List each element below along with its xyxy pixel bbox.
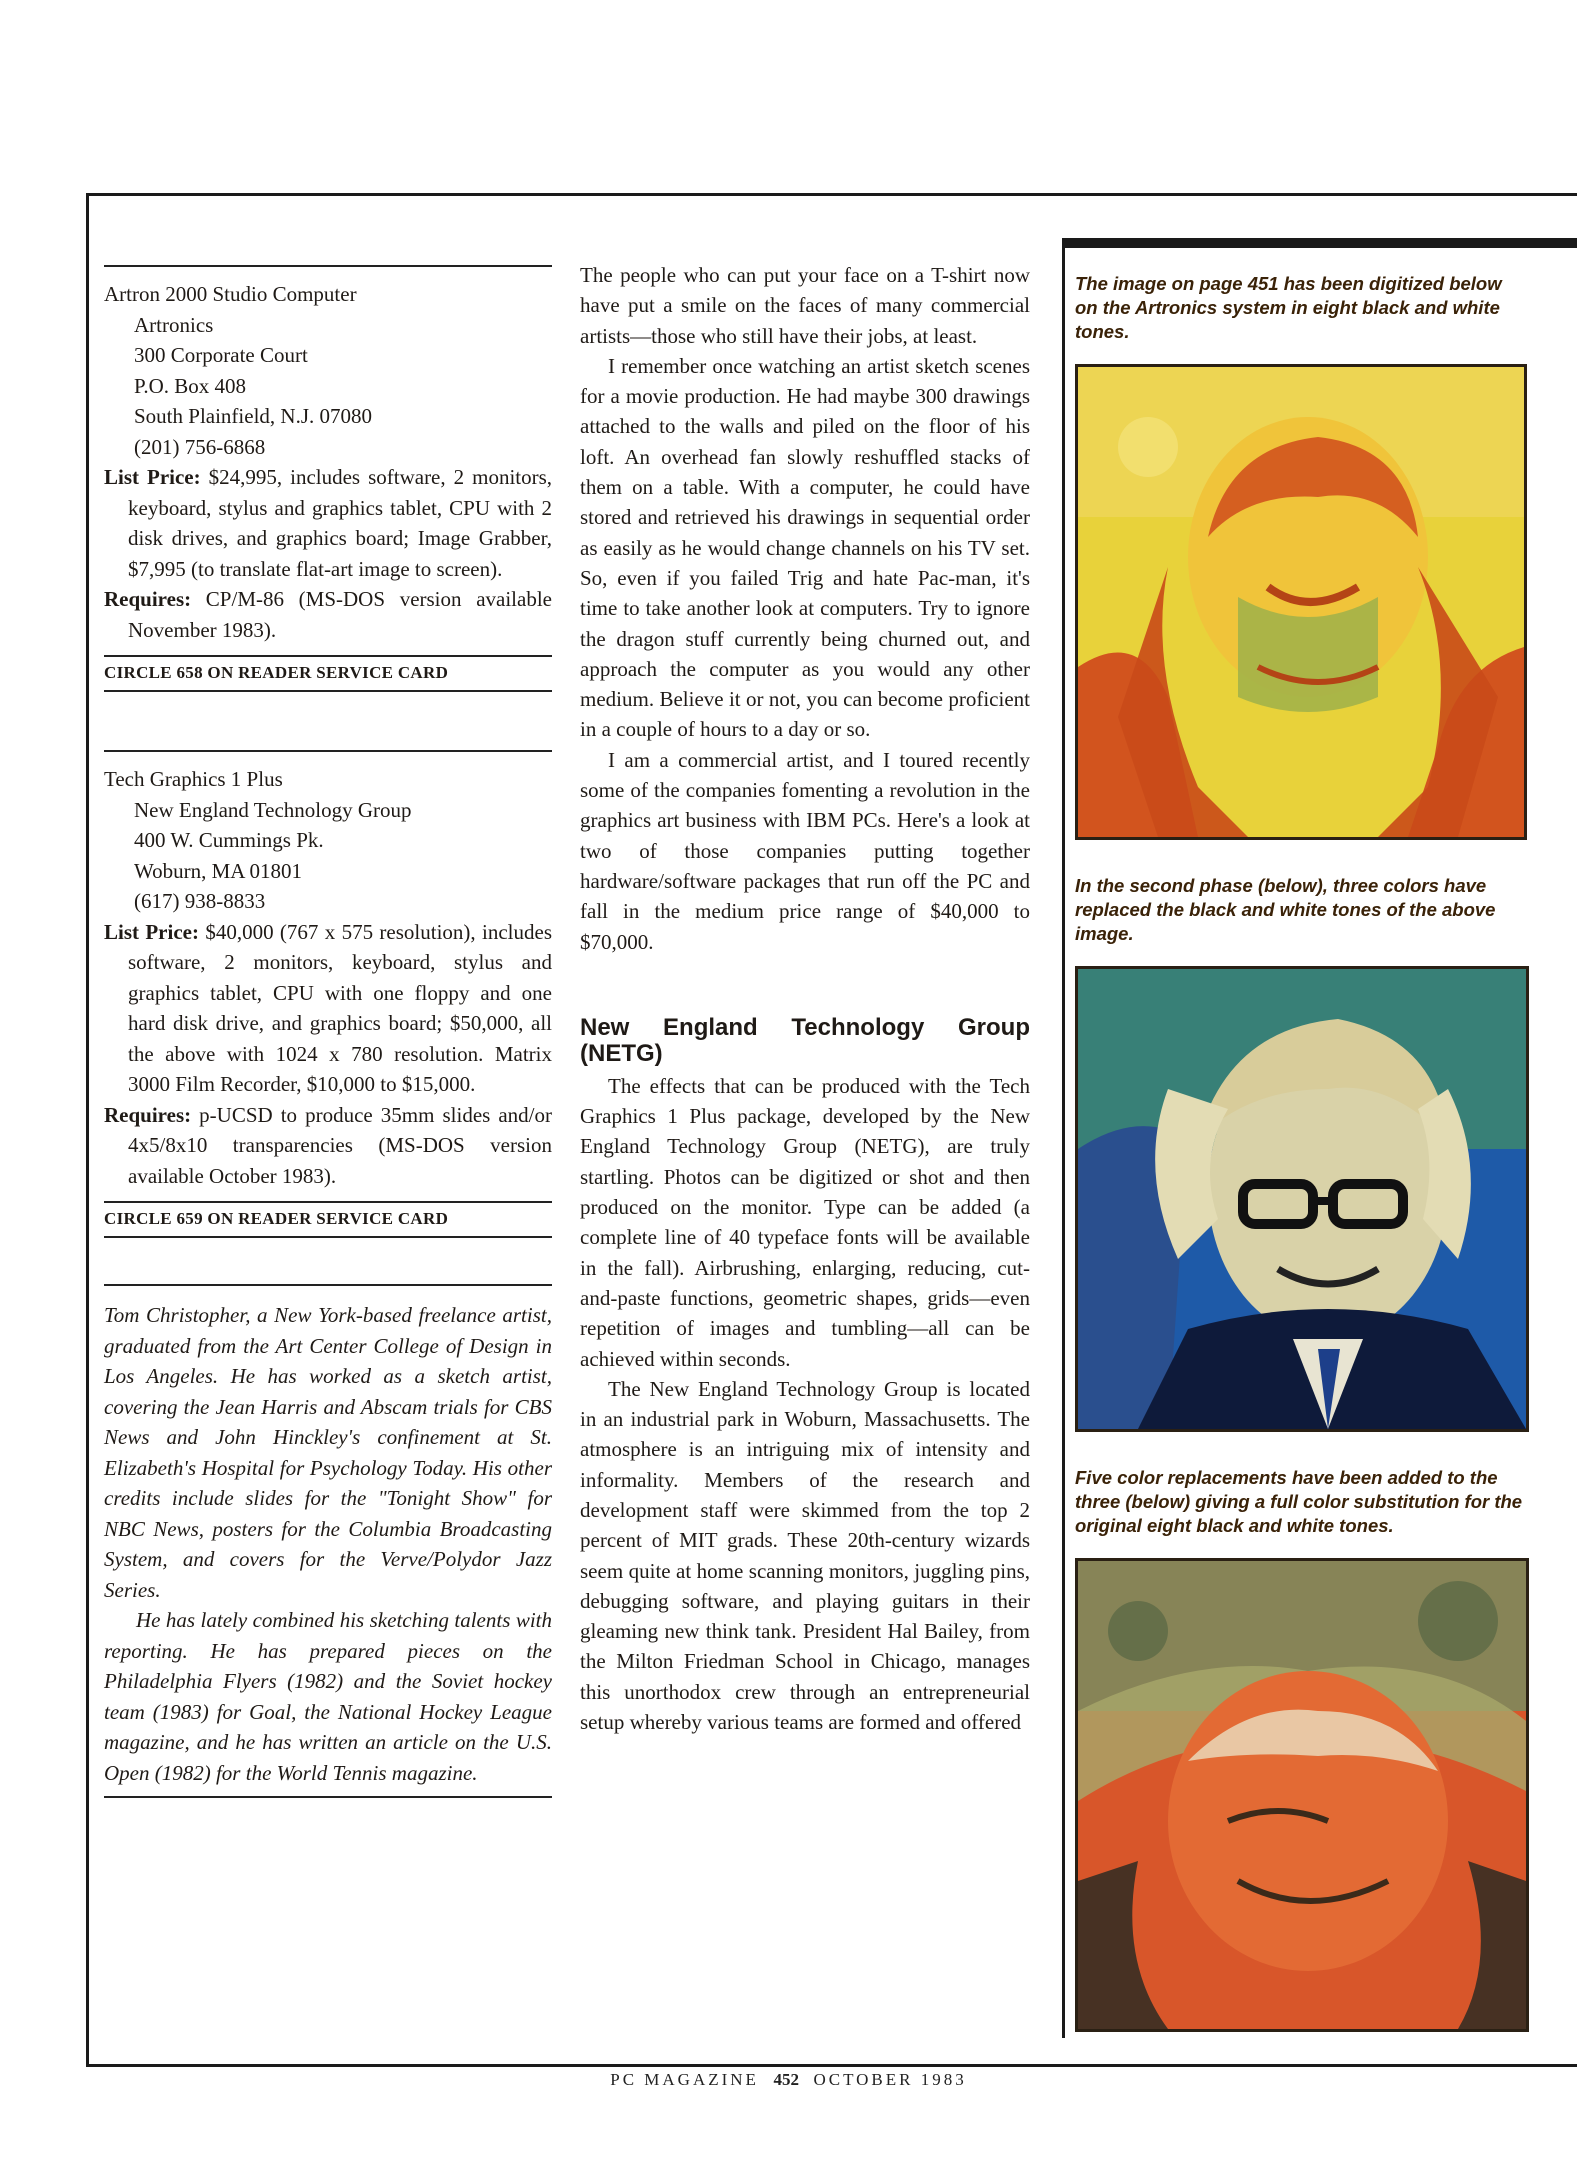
list-price-label: List Price:	[104, 919, 199, 944]
list-price	[104, 462, 552, 584]
body-paragraph: I remember once watching an artist sketch scenes for a movie production. He had maybe 300 drawings attached to the walls and piled on the floor of his loft. An overhead fan slowly reshuffled stacks of them on a table. With a computer, he could have stored and retrieved his drawings in sequential order as easily as he would change channels on his TV set. So, even if you failed Trig and hate Pac-man, it's time to take another look at computers. Try to ignore the dragon stuff currently being churned out, and approach the computer as you would any other medium. Believe it or not, you can become proficient in a couple of hours to a day or so.	[580, 353, 1030, 742]
portrait-illustration	[1078, 367, 1524, 837]
bio-paragraph: He has lately combined his sketching talents with reporting. He has prepared pieces on the Philadelphia Flyers (1982) and the Soviet hockey team (1983) for Goal, the National Hockey League magazine, and he has written an article on the U.S. Open (1982) for the World Tennis magazine.	[104, 1608, 552, 1785]
rule-bottom	[104, 1796, 552, 1798]
body-paragraph: The people who can put your face on a T-shirt now have put a smile on the faces of many commercial artists—those who still have their jobs, at least.	[580, 263, 1030, 348]
portrait-illustration	[1078, 969, 1526, 1429]
issue-date: OCTOBER 1983	[813, 2070, 967, 2089]
digitized-portrait-image-2	[1075, 966, 1529, 1432]
image-caption-2: In the second phase (below), three colors have replaced the black and white tones of the above image.	[1075, 875, 1496, 944]
list-price	[104, 917, 552, 1100]
image-caption-1: The image on page 451 has been digitized below on the Artronics system in eight black and white tones.	[1075, 273, 1502, 342]
product-name: Artron 2000 Studio Computer	[104, 282, 357, 306]
list-price-label: List Price:	[104, 465, 201, 489]
body-paragraph: The New England Technology Group is located in an industrial park in Woburn, Massachusetts. The atmosphere is an intriguing mix of intensity and informality. Members of the research and development staff were skimmed from the top 2 percent of MIT grads. These 20th-century wizards seem quite at home scanning monitors, juggling pins, debugging software, and playing guitars in their gleaming new think tank. President Hal Bailey, from the Milton Friedman School in Chicago, manages this unorthodox crew through an entrepreneurial setup whereby various teams are formed and offered	[580, 1376, 1030, 1735]
list-price-text: $40,000 (767 x 575 resolution), includes software, 2 monitors, keyboard, stylus and graphics tablet, CPU with one floppy and one hard disk drive, and graphics board; $50,000, all the above with 1024 x 780 resolution. Matrix 3000 Film Recorder, $10,000 to $15,000.	[128, 919, 552, 1096]
portrait-illustration	[1078, 1561, 1526, 2029]
middle-column	[580, 260, 1030, 1737]
reader-service-circle: CIRCLE 658 ON READER SERVICE CARD	[104, 655, 552, 692]
magazine-name: PC MAGAZINE	[610, 2070, 759, 2089]
reader-service-circle: CIRCLE 659 ON READER SERVICE CARD	[104, 1201, 552, 1238]
requires	[104, 1100, 552, 1192]
product-spec-tech-graphics	[104, 752, 552, 1201]
image-caption-3: Five color replacements have been added to the three (below) giving a full color substitution for the original eight black and white tones.	[1075, 1467, 1523, 1536]
requires	[104, 584, 552, 645]
section-heading: New England Technology Group (NETG)	[580, 1013, 1030, 1067]
body-paragraph: The effects that can be produced with the Tech Graphics 1 Plus package, developed by the New England Technology Group (NETG), are truly startling. Photos can be digitized or shot and then produced on the monitor. Type can be added (a complete line of 40 typeface fonts will be available in the fall). Airbrushing, enlarging, reducing, cut-and-paste functions, geometric shapes, grids—even repetition of images and tumbling—all can be achieved within seconds.	[580, 1073, 1030, 1371]
left-column	[104, 265, 552, 1798]
image-panel	[1062, 238, 1577, 2038]
requires-text: p-UCSD to produce 35mm slides and/or 4x5/8x10 transparencies (MS-DOS version available October 1983).	[128, 1102, 552, 1188]
address-line: 400 W. Cummings Pk.	[134, 828, 324, 852]
body-paragraph: I am a commercial artist, and I toured recently some of the companies fomenting a revolution in the graphics art business with IBM PCs. Here's a look at two of those companies putting together hardware/software packages that run off the PC and fall in the medium price range of $40,000 to $70,000.	[580, 747, 1030, 954]
list-price-text: $24,995, includes software, 2 monitors, keyboard, stylus and graphics tablet, CPU with 2 disk drives, and graphics board; Image Grabber, $7,995 (to translate flat-art image to screen).	[128, 465, 553, 581]
address-line: 300 Corporate Court	[134, 343, 308, 367]
digitized-portrait-image-1	[1075, 364, 1527, 840]
product-spec-artron	[104, 267, 552, 655]
address-line: Artronics	[134, 312, 214, 337]
author-bio	[104, 1286, 552, 1796]
requires-label: Requires:	[104, 587, 192, 611]
address-line: P.O. Box 408	[134, 373, 247, 398]
bio-paragraph: Tom Christopher, a New York-based freelance artist, graduated from the Art Center College of Design in Los Angeles. He has worked as a sketch artist, covering the Jean Harris and Abscam trials for CBS News and John Hinckley's confinement at St. Elizabeth's Hospital for Psychology Today. His other credits include slides for the "Tonight Show" for NBC News, posters for the Columbia Broadcasting System, and covers for the Verve/Polydor Jazz Series.	[104, 1303, 552, 1602]
address-line: New England Technology Group	[134, 797, 412, 822]
address-line: South Plainfield, N.J. 07080	[134, 404, 373, 428]
address-line: Woburn, MA 01801	[134, 858, 303, 883]
product-name: Tech Graphics 1 Plus	[104, 767, 283, 791]
page-footer	[0, 2070, 1577, 2090]
requires-label: Requires:	[104, 1102, 192, 1127]
phone-line: (201) 756-6868	[134, 434, 266, 459]
digitized-portrait-image-3	[1075, 1558, 1529, 2032]
page-number: 452	[773, 2070, 799, 2089]
requires-text: CP/M-86 (MS-DOS version available November 1983).	[128, 587, 552, 642]
right-column	[1062, 238, 1577, 2038]
phone-line: (617) 938-8833	[134, 889, 266, 913]
